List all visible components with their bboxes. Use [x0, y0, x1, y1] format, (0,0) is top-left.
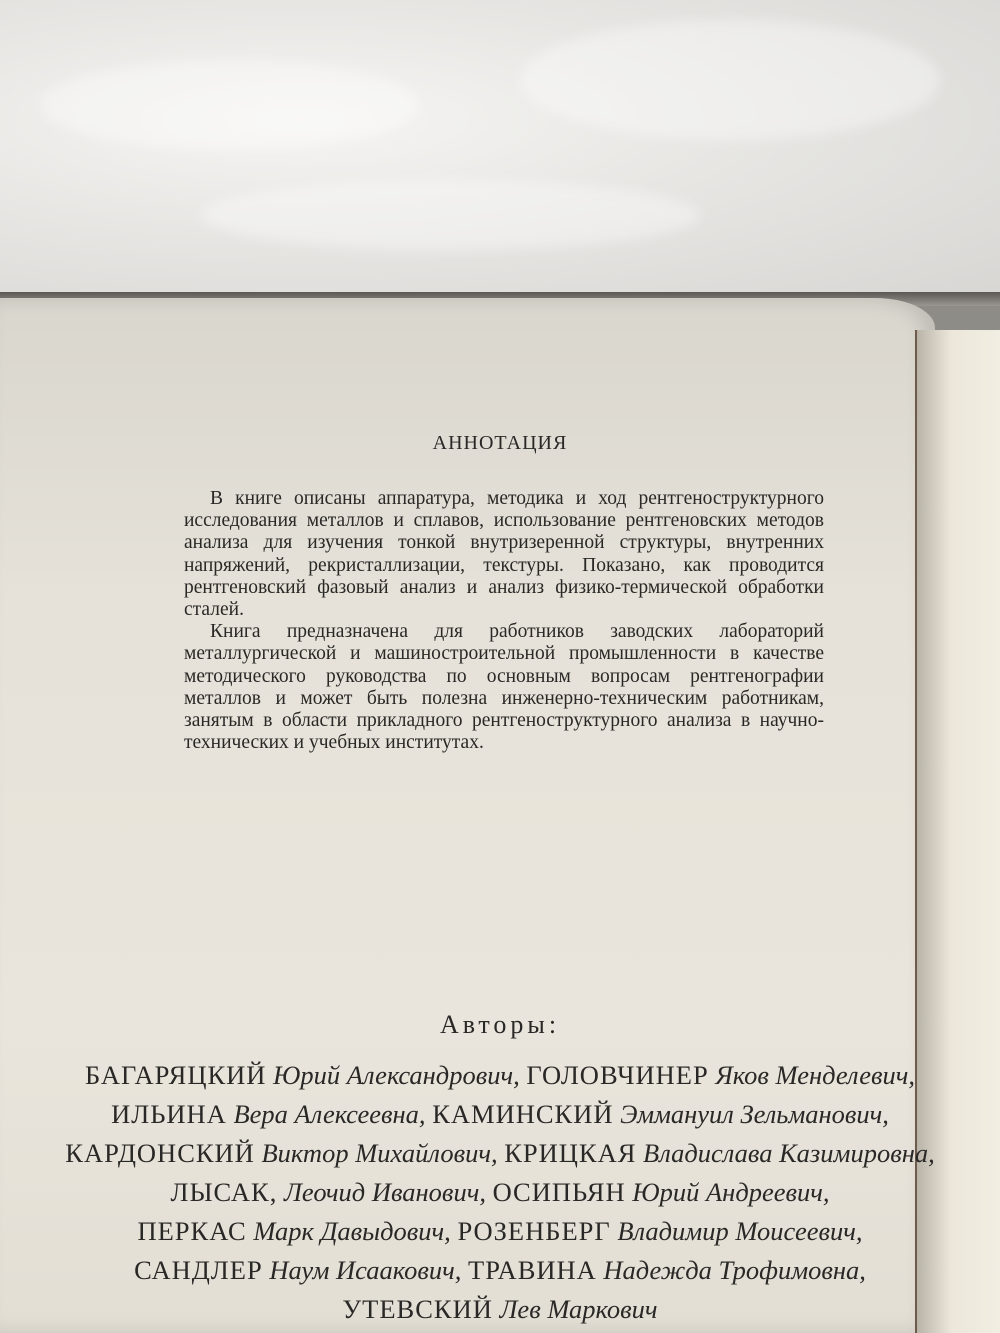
annotation-paragraph: Книга предназначена для работников заводских лабораторий металлургической и машиностроительной промышленности в качестве методического руководства по основным вопросам рентгенографии металлов и может быть полезна инженерно-техническим работникам, занятым в области прикладного рентгеноструктурного анализа в научно-технических и учебных институтах. — [184, 621, 824, 754]
author-line — [0, 1212, 1000, 1251]
cloth-fold — [40, 60, 420, 150]
author-surname: РОЗЕНБЕРГ — [457, 1216, 611, 1246]
author-given-names: Владислава Казимировна, — [643, 1138, 935, 1168]
author-surname: КРИЦКАЯ — [504, 1138, 637, 1168]
author-given-names: Эммануил Зельманович, — [620, 1099, 889, 1129]
background-cloth — [0, 0, 1000, 300]
authors-heading: Авторы: — [439, 1010, 561, 1039]
author-line — [0, 1095, 1000, 1134]
annotation-paragraph: В книге описаны аппаратура, методика и ход рентгеноструктурного исследования металлов и сплавов, использование рентгеновских методов анализа для изучения тонкой внутризеренной структуры, внутренних напряжений, рекристаллизации, текстуры. Показано, как проводится рентгеновский фазовый анализ и анализ физико-термической обработки сталей. — [184, 488, 824, 621]
author-given-names: Наум Исаакович, — [269, 1255, 462, 1285]
author-given-names: Лев Маркович — [499, 1294, 658, 1324]
author-surname: УТЕВСКИЙ — [342, 1294, 493, 1324]
author-given-names: Яков Менделевич, — [715, 1060, 915, 1090]
author-given-names: Юрий Андреевич, — [632, 1177, 830, 1207]
annotation-text — [184, 488, 824, 754]
author-given-names: Юрий Александрович, — [273, 1060, 520, 1090]
author-line — [0, 1134, 1000, 1173]
annotation-heading: АННОТАЦИЯ — [432, 432, 568, 454]
author-surname: ОСИПЬЯН — [492, 1177, 626, 1207]
author-surname: БАГАРЯЦКИЙ — [85, 1060, 267, 1090]
author-given-names: Марк Давыдович, — [253, 1216, 451, 1246]
author-surname: ТРАВИНА — [468, 1255, 597, 1285]
author-surname: КАРДОНСКИЙ — [65, 1138, 255, 1168]
authors-list — [0, 1056, 1000, 1329]
author-line — [0, 1290, 1000, 1329]
cloth-fold — [200, 180, 700, 250]
author-given-names: Надежда Трофимовна, — [603, 1255, 866, 1285]
author-surname: ПЕРКАС — [137, 1216, 247, 1246]
author-given-names: Виктор Михайлович, — [261, 1138, 498, 1168]
author-given-names: Вера Алексеевна, — [233, 1099, 426, 1129]
author-line — [0, 1251, 1000, 1290]
author-surname: КАМИНСКИЙ — [432, 1099, 614, 1129]
author-surname: ИЛЬИНА — [111, 1099, 227, 1129]
author-surname: ЛЫСАК, — [170, 1177, 278, 1207]
author-surname: ГОЛОВЧИНЕР — [526, 1060, 709, 1090]
author-surname: САНДЛЕР — [134, 1255, 263, 1285]
author-line — [0, 1173, 1000, 1212]
cloth-fold — [520, 20, 940, 140]
author-line — [0, 1056, 1000, 1095]
author-given-names: Владимир Моисеевич, — [617, 1216, 863, 1246]
author-given-names: Леочид Иванович, — [283, 1177, 486, 1207]
